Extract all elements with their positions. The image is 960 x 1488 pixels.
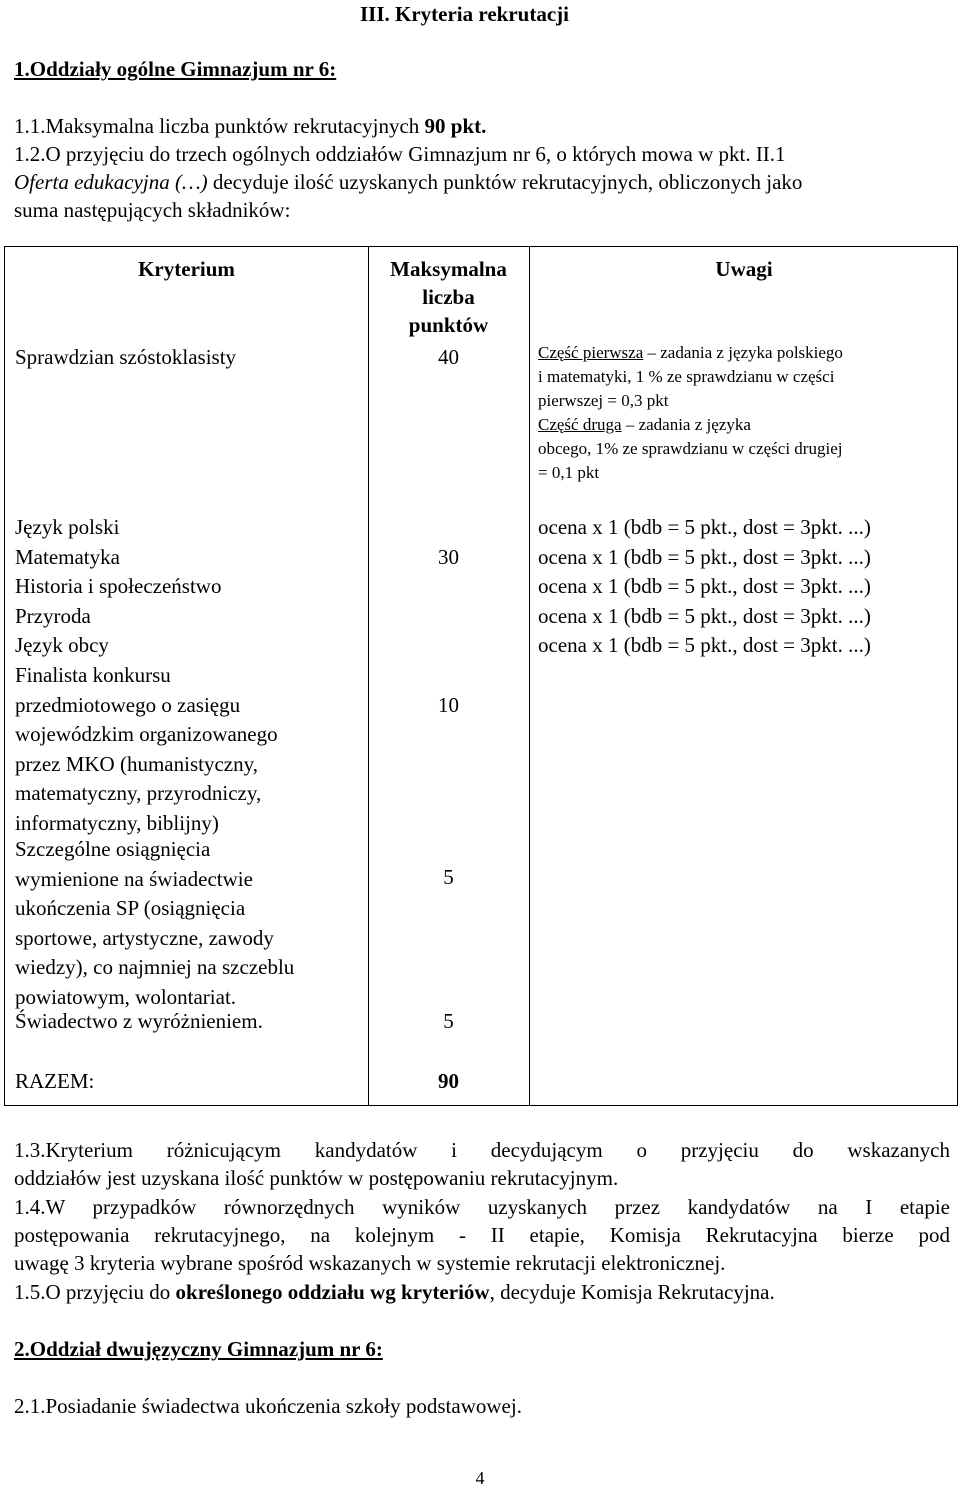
subjects-list (15, 513, 221, 661)
offer-reference: Oferta edukacyjna (…) (14, 170, 208, 194)
subjects-notes (538, 513, 871, 661)
paragraph-1-3: 1.3.Kryterium różnicującym kandydatów i decydującym o przyjęciu do wskazanych oddziałów jest uzyskana ilość punktów w postępowaniu rekrutacyjnym. (14, 1138, 950, 1190)
paragraph-1-2 (14, 140, 946, 224)
part-one-label: Część pierwsza (538, 343, 644, 362)
note-science: ocena x 1 (bdb = 5 pkt., dost = 3pkt. ...) (538, 603, 871, 628)
table-divider-2 (529, 247, 530, 1105)
paragraph-1-5-emphasis: określonego oddziału wg kryteriów (175, 1280, 490, 1304)
note-polish: ocena x 1 (bdb = 5 pkt., dost = 3pkt. ...) (538, 515, 871, 539)
note-math: ocena x 1 (bdb = 5 pkt., dost = 3pkt. ...) (538, 544, 871, 569)
subject-foreign-language: Język obcy (15, 633, 109, 657)
paragraph-2-1: 2.1.Posiadanie świadectwa ukończenia szkoły podstawowej. (14, 1394, 522, 1418)
page-number: 4 (475, 1468, 485, 1488)
finalist-points: 10 (438, 693, 459, 717)
paragraph-1-2-line2: Oferta edukacyjna (…) decyduje ilość uzyskanych punktów rekrutacyjnych, obliczonych jako (14, 170, 803, 194)
note-history: ocena x 1 (bdb = 5 pkt., dost = 3pkt. ...) (538, 574, 871, 598)
paragraph-1-1-text: 1.1.Maksymalna liczba punktów rekrutacyjnych (14, 114, 425, 138)
subjects-points: 30 (438, 545, 459, 569)
subject-math: Matematyka (15, 544, 120, 569)
subject-polish: Język polski (15, 515, 120, 539)
header-criterion: Kryterium (138, 257, 235, 281)
honors-points: 5 (443, 1009, 454, 1033)
part-two-label: Część druga (538, 415, 622, 434)
achievements-label: Szczególne osiągnięcia wymienione na świadectwie ukończenia SP (osiągnięcia sportowe, artystyczne, zawody wiedzy), co najmniej na szczeblu powiatowym, wolontariat. (15, 837, 295, 1009)
paragraph-1-5: 1.5.O przyjęciu do określonego oddziału wg kryteriów, decyduje Komisja Rekrutacyjna. (14, 1280, 775, 1304)
subject-science: Przyroda (15, 603, 91, 628)
paragraph-1-2-line1: 1.2.O przyjęciu do trzech ogólnych oddziałów Gimnazjum nr 6, o których mowa w pkt. II.1 (14, 142, 786, 166)
header-notes: Uwagi (715, 257, 773, 281)
heading-bilingual-class: 2.Oddział dwujęzyczny Gimnazjum nr 6: (14, 1337, 383, 1361)
exam-label: Sprawdzian szóstoklasisty (15, 345, 237, 369)
paragraph-1-1 (14, 112, 486, 140)
total-label: RAZEM: (15, 1069, 95, 1093)
finalist-label: Finalista konkursu przedmiotowego o zasięgu wojewódzkim organizowanego przez MKO (humanistyczny, matematyczny, przyrodniczy, informatyczny, biblijny) (15, 663, 278, 835)
total-points: 90 (438, 1069, 459, 1093)
heading-general-classes: 1.Oddziały ogólne Gimnazjum nr 6: (14, 57, 337, 81)
achievements-points: 5 (443, 865, 454, 889)
criteria-table (4, 246, 958, 1106)
paragraph-1-4: 1.4.W przypadków równorzędnych wyników uzyskanych przez kandydatów na I etapie postępowania rekrutacyjnego, na kolejnym - II etapie, Komisja Rekrutacyjna bierze pod uwagę 3 kryteria wybrane spośród wskazanych w systemie rekrutacji elektronicznej. (14, 1195, 950, 1275)
honors-label: Świadectwo z wyróżnieniem. (15, 1009, 263, 1033)
note-foreign-language: ocena x 1 (bdb = 5 pkt., dost = 3pkt. ...) (538, 633, 871, 657)
header-max-points: Maksymalna liczba punktów (390, 257, 507, 337)
exam-note: Część pierwsza – zadania z języka polskiego i matematyki, 1 % ze sprawdzianu w części pierwszej = 0,3 pkt Część druga – zadania z języka obcego, 1% ze sprawdzianu w części drugiej = 0,1 pkt (538, 343, 843, 482)
subject-history: Historia i społeczeństwo (15, 574, 222, 598)
table-divider-1 (368, 247, 369, 1105)
paragraph-1-2-line3: suma następujących składników: (14, 198, 291, 222)
section-title: III. Kryteria rekrutacji (360, 2, 569, 26)
max-points-value: 90 pkt. (424, 114, 487, 138)
exam-points: 40 (438, 345, 459, 369)
